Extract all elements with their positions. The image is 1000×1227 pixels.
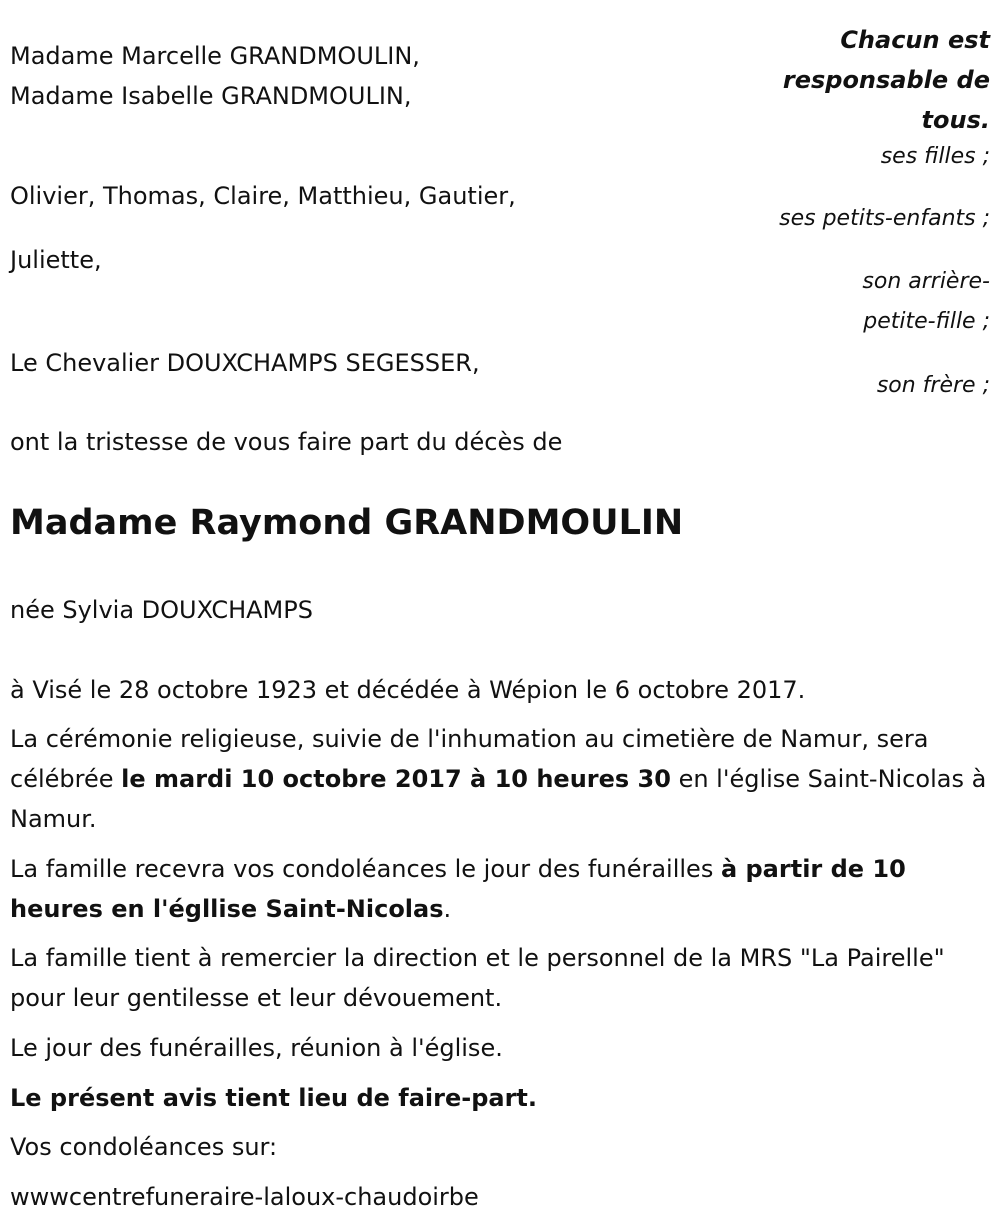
relation-daughters: ses filles ; [880, 144, 990, 169]
announcement-line: ont la tristesse de vous faire part du décès de [10, 428, 563, 456]
relation-brother: son frère ; [876, 373, 990, 398]
ceremony-date-time: le mardi 10 octobre 2017 à 10 heures 30 [121, 765, 671, 793]
ceremony-place: en l'église Saint-Nicolas à Namur. [10, 765, 987, 833]
condolences-time-place: à partir de 10 heures en l'égllise Saint-Nicolas [10, 855, 906, 923]
condolences-paragraph [10, 849, 995, 929]
relation-great-grandchild: son arrière-petite-fille ; [862, 269, 990, 334]
notice-line: Le présent avis tient lieu de faire-part. [10, 1084, 538, 1112]
motto: Chacun est responsable de tous. [782, 26, 990, 134]
funeral-website: wwwcentrefuneraire-laloux-chaudoirbe [10, 1183, 479, 1211]
relation-grandchildren: ses petits-enfants ; [779, 206, 990, 231]
thanks-paragraph: La famille tient à remercier la direction et le personnel de la MRS "La Pairelle" pour leur gentilesse et leur dévouement. [10, 944, 945, 1012]
deceased-dates: à Visé le 28 octobre 1923 et décédée à Wépion le 6 octobre 2017. [10, 676, 806, 704]
condolences-end: . [443, 895, 452, 923]
condolences-intro: La famille recevra vos condoléances le jour des funérailles [10, 855, 721, 883]
family-daughter-2: Madame Isabelle GRANDMOULIN, [10, 82, 412, 110]
family-daughter-1: Madame Marcelle GRANDMOULIN, [10, 42, 420, 70]
family-grandchildren: Olivier, Thomas, Claire, Matthieu, Gautier, [10, 182, 516, 210]
family-great-grandchild: Juliette, [10, 246, 102, 274]
family-brother: Le Chevalier DOUXCHAMPS SEGESSER, [10, 349, 480, 377]
deceased-born-as: née Sylvia DOUXCHAMPS [10, 596, 313, 624]
deceased-name: Madame Raymond GRANDMOULIN [10, 503, 684, 543]
ceremony-paragraph [10, 719, 995, 839]
meeting-line: Le jour des funérailles, réunion à l'église. [10, 1034, 503, 1062]
online-condolences-label: Vos condoléances sur: [10, 1133, 278, 1161]
ceremony-intro: La cérémonie religieuse, suivie de l'inhumation au cimetière de Namur, sera célébrée [10, 725, 929, 793]
